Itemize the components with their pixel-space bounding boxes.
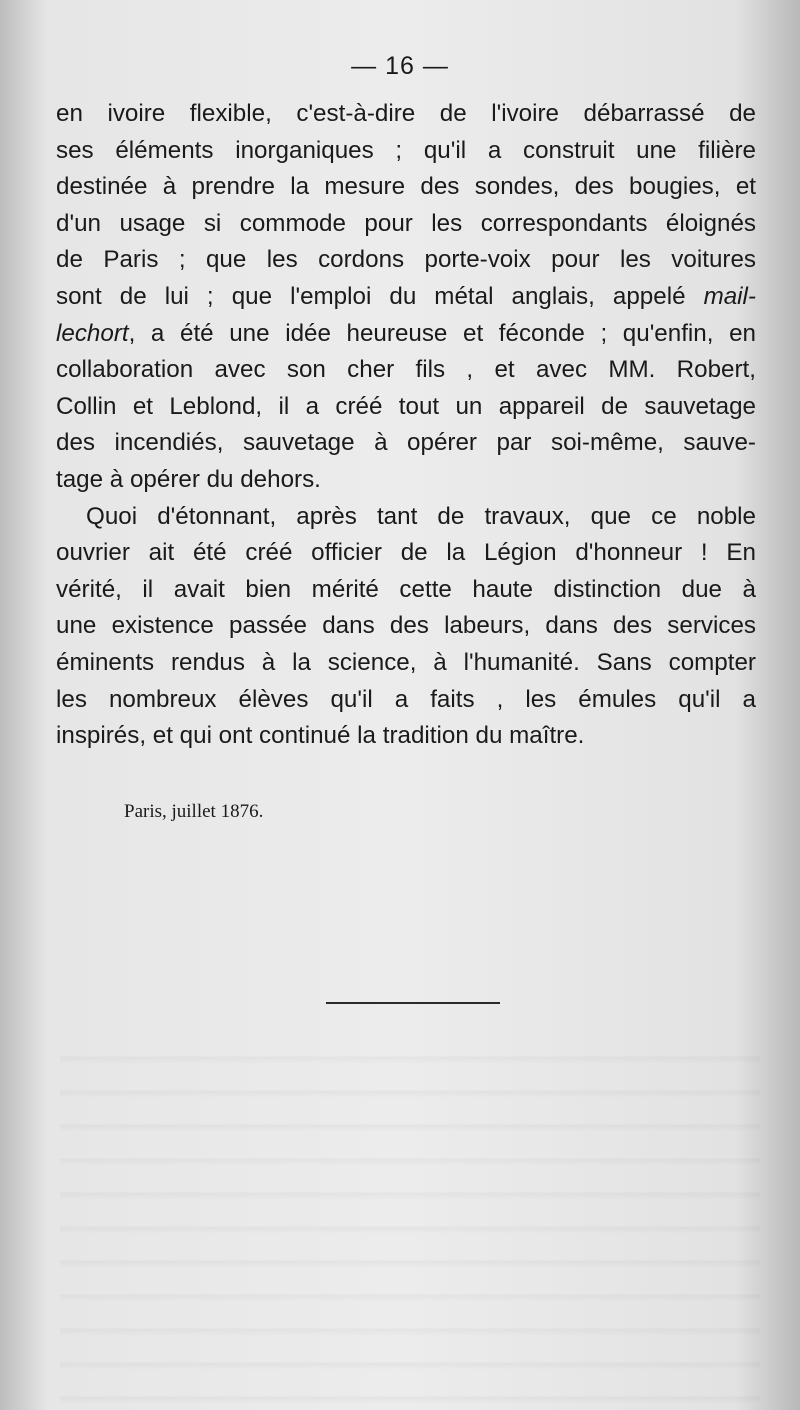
horizontal-rule — [326, 1002, 500, 1004]
body-text — [56, 96, 756, 755]
text-line: vérité, il avait bien mérité cette haute distinction due à — [56, 575, 756, 603]
text-line: ses éléments inorganiques ; qu'il a construit une filière — [56, 136, 756, 164]
text-line: collaboration avec son cher fils , et avec MM. Robert, — [56, 356, 756, 384]
text-line: les nombreux élèves qu'il a faits , les émules qu'il a — [56, 685, 756, 713]
page-number: — 16 — — [351, 52, 449, 80]
text-line: de Paris ; que les cordons porte-voix pour les voitures — [56, 246, 756, 274]
text-run: sont de lui ; que l'emploi du métal anglais, appelé — [56, 282, 686, 310]
text-line: tage à opérer du dehors. — [56, 465, 321, 493]
text-line: éminents rendus à la science, à l'humanité. Sans compter — [56, 648, 756, 676]
text-line-with-italic — [56, 279, 756, 316]
text-line: d'un usage si commode pour les correspondants éloignés — [56, 209, 756, 237]
bleed-through-texture — [60, 1030, 760, 1410]
text-line: inspirés, et qui ont continué la tradition du maître. — [56, 722, 585, 750]
text-line: ouvrier ait été créé officier de la Légion d'honneur ! En — [56, 539, 756, 567]
italic-term-part2: lechort — [56, 319, 129, 347]
text-line: destinée à prendre la mesure des sondes, des bougies, et — [56, 173, 756, 201]
text-line: Collin et Leblond, il a créé tout un appareil de sauvetage — [56, 392, 756, 420]
text-line: en ivoire flexible, c'est-à-dire de l'ivoire débarrassé de — [56, 100, 756, 127]
text-run: , a été une idée heureuse et féconde ; qu'enfin, en — [128, 319, 756, 347]
text-line-with-italic — [56, 316, 756, 353]
text-line: une existence passée dans des labeurs, dans des services — [56, 612, 756, 640]
dateline: Paris, juillet 1876. — [124, 801, 264, 822]
text-line: des incendiés, sauvetage à opérer par soi-même, sauve- — [56, 429, 756, 457]
text-line: Quoi d'étonnant, après tant de travaux, que ce noble — [86, 502, 756, 530]
italic-term-part1: mail- — [703, 282, 756, 310]
